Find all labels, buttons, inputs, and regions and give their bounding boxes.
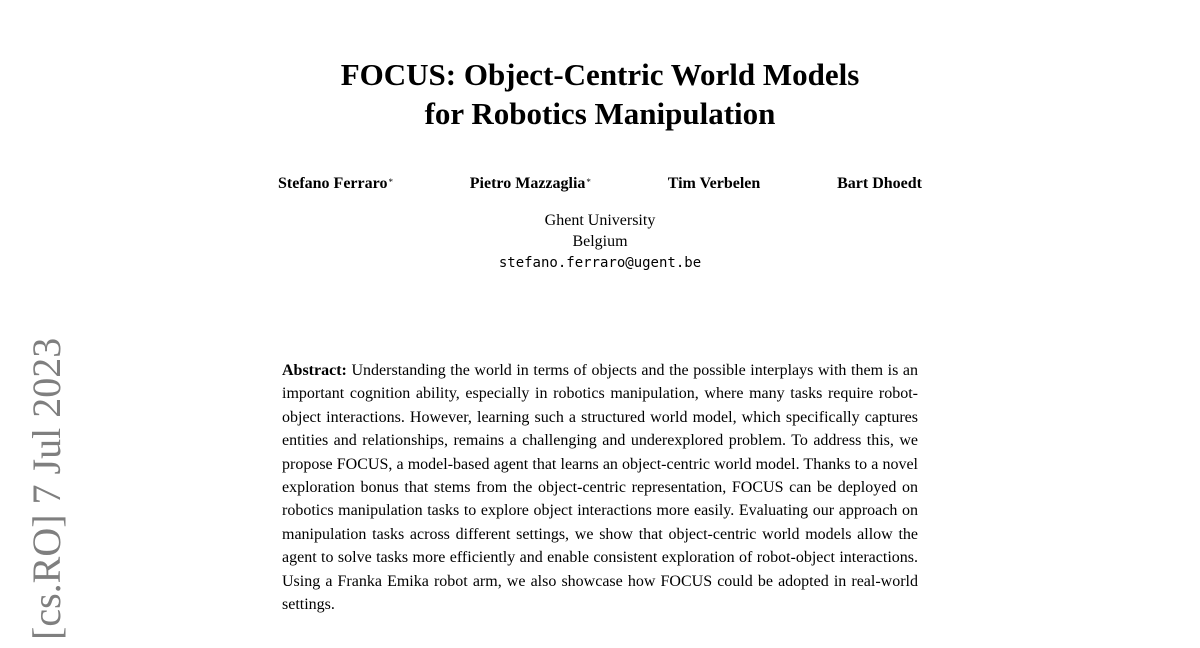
title-line-1: FOCUS: Object-Centric World Models bbox=[340, 57, 860, 92]
author bbox=[668, 174, 761, 194]
author bbox=[837, 174, 922, 194]
country: Belgium bbox=[572, 233, 628, 250]
author-email: stefano.ferraro@ugent.be bbox=[498, 255, 702, 271]
author bbox=[470, 174, 591, 194]
title-line-2: for Robotics Manipulation bbox=[424, 96, 776, 131]
equal-contribution-mark: * bbox=[586, 177, 591, 187]
equal-contribution-mark: * bbox=[388, 177, 393, 187]
institution: Ghent University bbox=[544, 212, 656, 229]
author-name: Tim Verbelen bbox=[667, 175, 761, 192]
affiliation-block bbox=[0, 210, 1200, 274]
author-name: Bart Dhoedt bbox=[837, 175, 922, 192]
abstract bbox=[282, 359, 918, 616]
abstract-text: Understanding the world in terms of objects and the possible interplays with them is an important cognition ability, especially in robotics manipulation, where many tasks require robot-object interactions. However, learning such a structured world model, which specifically captures entities and relationships, remains a challenging and underexplored problem. To address this, we propose FOCUS, a model-based agent that learns an object-centric world model. Thanks to a novel exploration bonus that stems from the object-centric representation, FOCUS can be deployed on robotics manipulation tasks to explore object interactions more easily. Evaluating our approach on manipulation tasks across different settings, we show that object-centric world models allow the agent to solve tasks more efficiently and enable consistent exploration of robot-object interactions. Using a Franka Emika robot arm, we also showcase how FOCUS could be adopted in real-world settings. bbox=[282, 362, 919, 614]
arxiv-side-stamp: [cs.RO] 7 Jul 2023 bbox=[24, 337, 69, 640]
paper-title bbox=[0, 55, 1200, 133]
author-name: Pietro Mazzaglia bbox=[469, 175, 586, 192]
author-name: Stefano Ferraro bbox=[278, 175, 388, 192]
author-list bbox=[278, 174, 922, 194]
author bbox=[278, 174, 393, 194]
abstract-label: Abstract: bbox=[282, 362, 347, 379]
